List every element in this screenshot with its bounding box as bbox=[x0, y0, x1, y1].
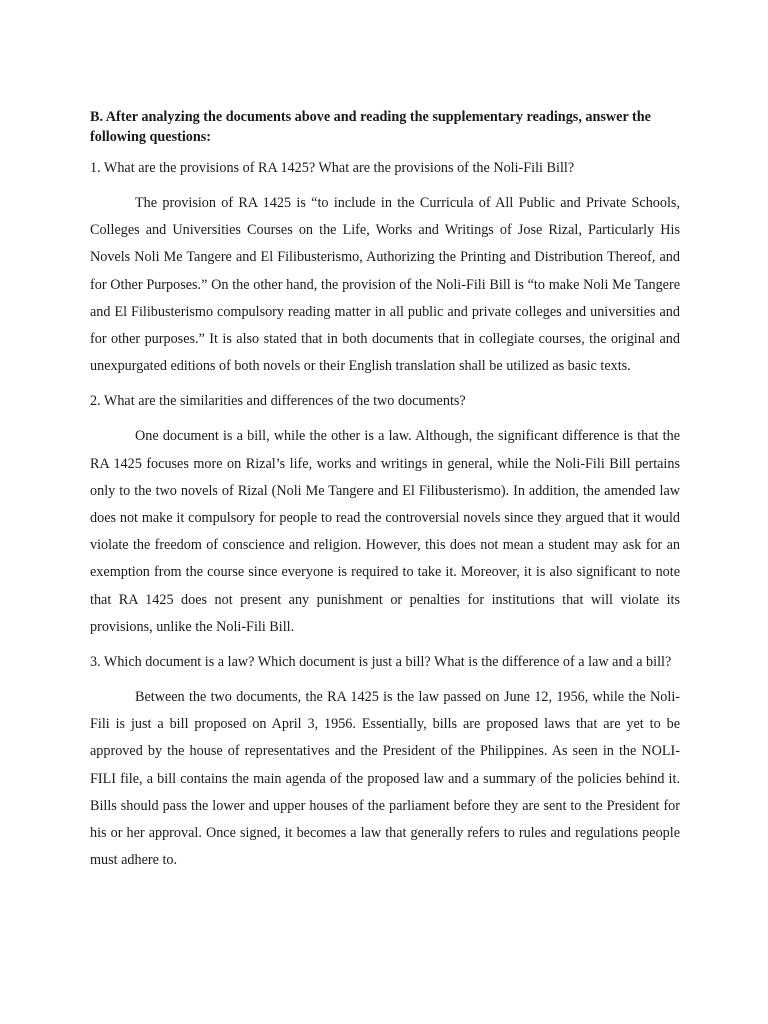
answer-2: One document is a bill, while the other is a law. Although, the significant difference is that the RA 1425 focuses more on Rizal’s life, works and writings in general, while the Noli-Fili Bill pertains only to the two novels of Rizal (Noli Me Tangere and El Filibusterismo). In addition, the amended law does not make it compulsory for people to read the controversial novels since they argued that it would violate the freedom of conscience and religion. However, this does not mean a student may ask for an exemption from the course since everyone is required to take it. Moreover, it is also significant to note that RA 1425 does not present any punishment or penalties for institutions that will violate its provisions, unlike the Noli-Fili Bill. bbox=[90, 428, 680, 635]
question-2: 2. What are the similarities and differences of the two documents? bbox=[90, 393, 466, 410]
answer-3: Between the two documents, the RA 1425 is the law passed on June 12, 1956, while the Noli-Fili is just a bill proposed on April 3, 1956. Essentially, bills are proposed laws that are yet to be approved by the house of representatives and the President of the Philippines. As seen in the NOLI-FILI file, a bill contains the main agenda of the proposed law and a summary of the policies behind it. Bills should pass the lower and upper houses of the parliament before they are sent to the President for his or her approval. Once signed, it becomes a law that generally refers to rules and regulations people must adhere to. bbox=[90, 689, 680, 869]
question-3: 3. Which document is a law? Which document is just a bill? What is the difference of a law and a bill? bbox=[90, 654, 672, 671]
section-heading: B. After analyzing the documents above and reading the supplementary readings, answer the following questions: bbox=[90, 109, 651, 145]
document-page bbox=[90, 107, 680, 885]
question-1: 1. What are the provisions of RA 1425? What are the provisions of the Noli-Fili Bill? bbox=[90, 160, 575, 176]
answer-1: The provision of RA 1425 is “to include in the Curricula of All Public and Private Schools, Colleges and Universities Courses on the Life, Works and Writings of Jose Rizal, Particularly His Novels Noli Me Tangere and El Filibusterismo, Authorizing the Printing and Distribution Thereof, and for Other Purposes.” On the other hand, the provision of the Noli-Fili Bill is “to make Noli Me Tangere and El Filibusterismo compulsory reading matter in all public and private colleges and universities and for other purposes.” It is also stated that in both documents that in collegiate courses, the original and unexpurgated editions of both novels or their English translation shall be utilized as basic texts. bbox=[90, 195, 680, 375]
